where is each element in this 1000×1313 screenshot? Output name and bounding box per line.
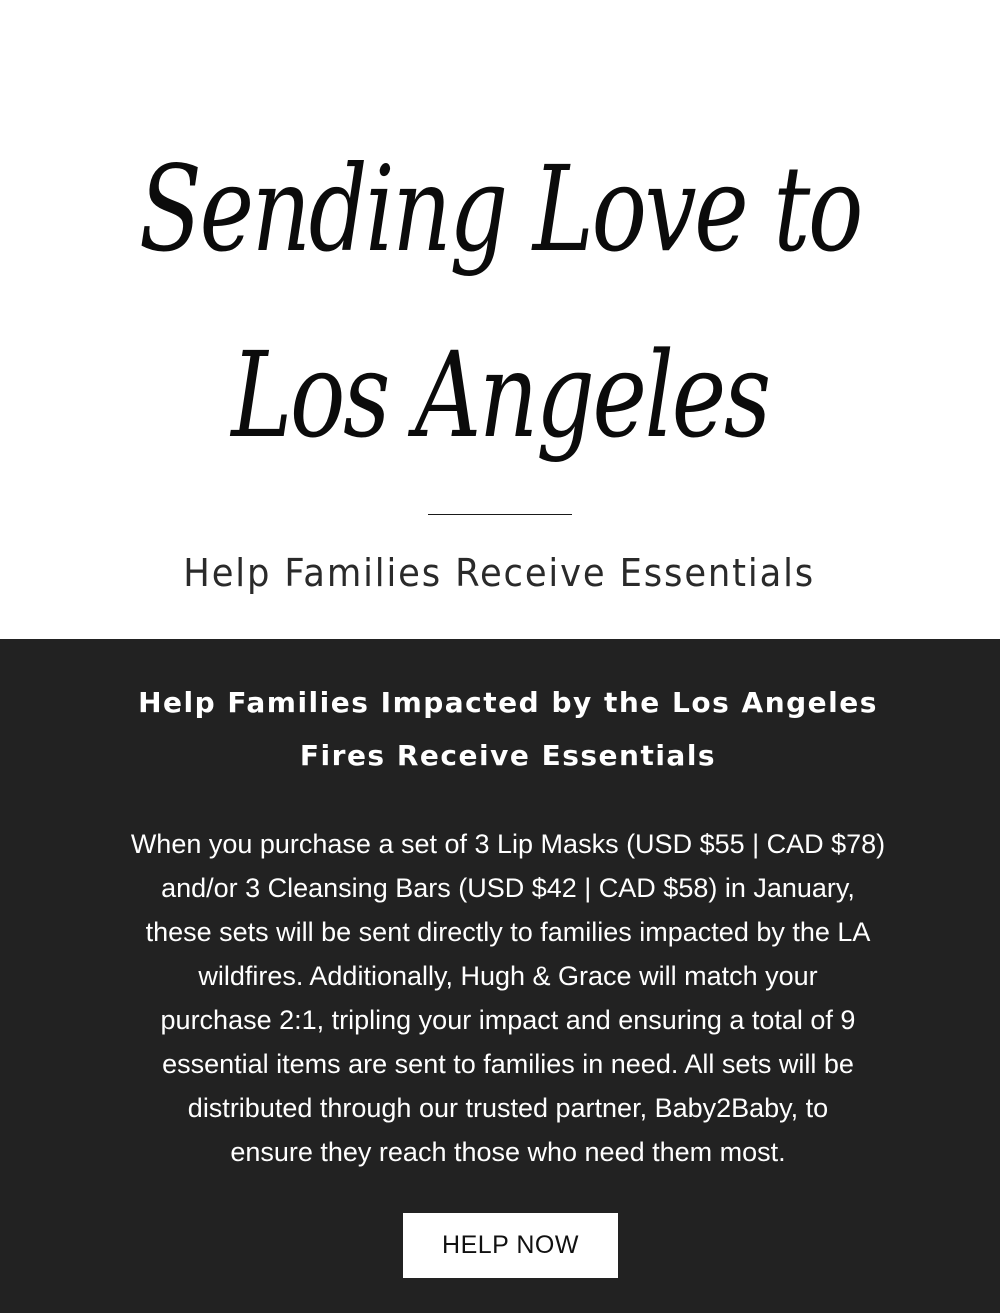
info-heading-line-2: Fires Receive Essentials: [299, 739, 717, 772]
headline-line-2: Los Angeles: [231, 326, 769, 464]
headline-line-1: Sending Love to: [138, 140, 862, 278]
body-line: ensure they reach those who need them most.: [230, 1137, 786, 1167]
info-heading: [60, 676, 956, 782]
body-line: wildfires. Additionally, Hugh & Grace will match your: [198, 961, 818, 991]
info-heading-line-1: Help Families Impacted by the Los Angeles: [138, 686, 878, 719]
body-line: purchase 2:1, tripling your impact and ensuring a total of 9: [160, 1005, 856, 1035]
divider: [428, 514, 572, 515]
body-line: these sets will be sent directly to families impacted by the LA: [145, 917, 871, 947]
body-line: When you purchase a set of 3 Lip Masks (USD $55 | CAD $78): [130, 829, 886, 859]
help-now-button[interactable]: HELP NOW: [403, 1213, 618, 1278]
body-line: and/or 3 Cleansing Bars (USD $42 | CAD $58) in January,: [161, 873, 855, 903]
body-line: distributed through our trusted partner, Baby2Baby, to: [187, 1093, 829, 1123]
hero-section: [0, 0, 1000, 639]
info-body: [70, 822, 946, 1174]
info-section: [0, 639, 1000, 1313]
subtitle: Help Families Receive Essentials: [183, 551, 816, 595]
body-line: essential items are sent to families in need. All sets will be: [162, 1049, 854, 1079]
